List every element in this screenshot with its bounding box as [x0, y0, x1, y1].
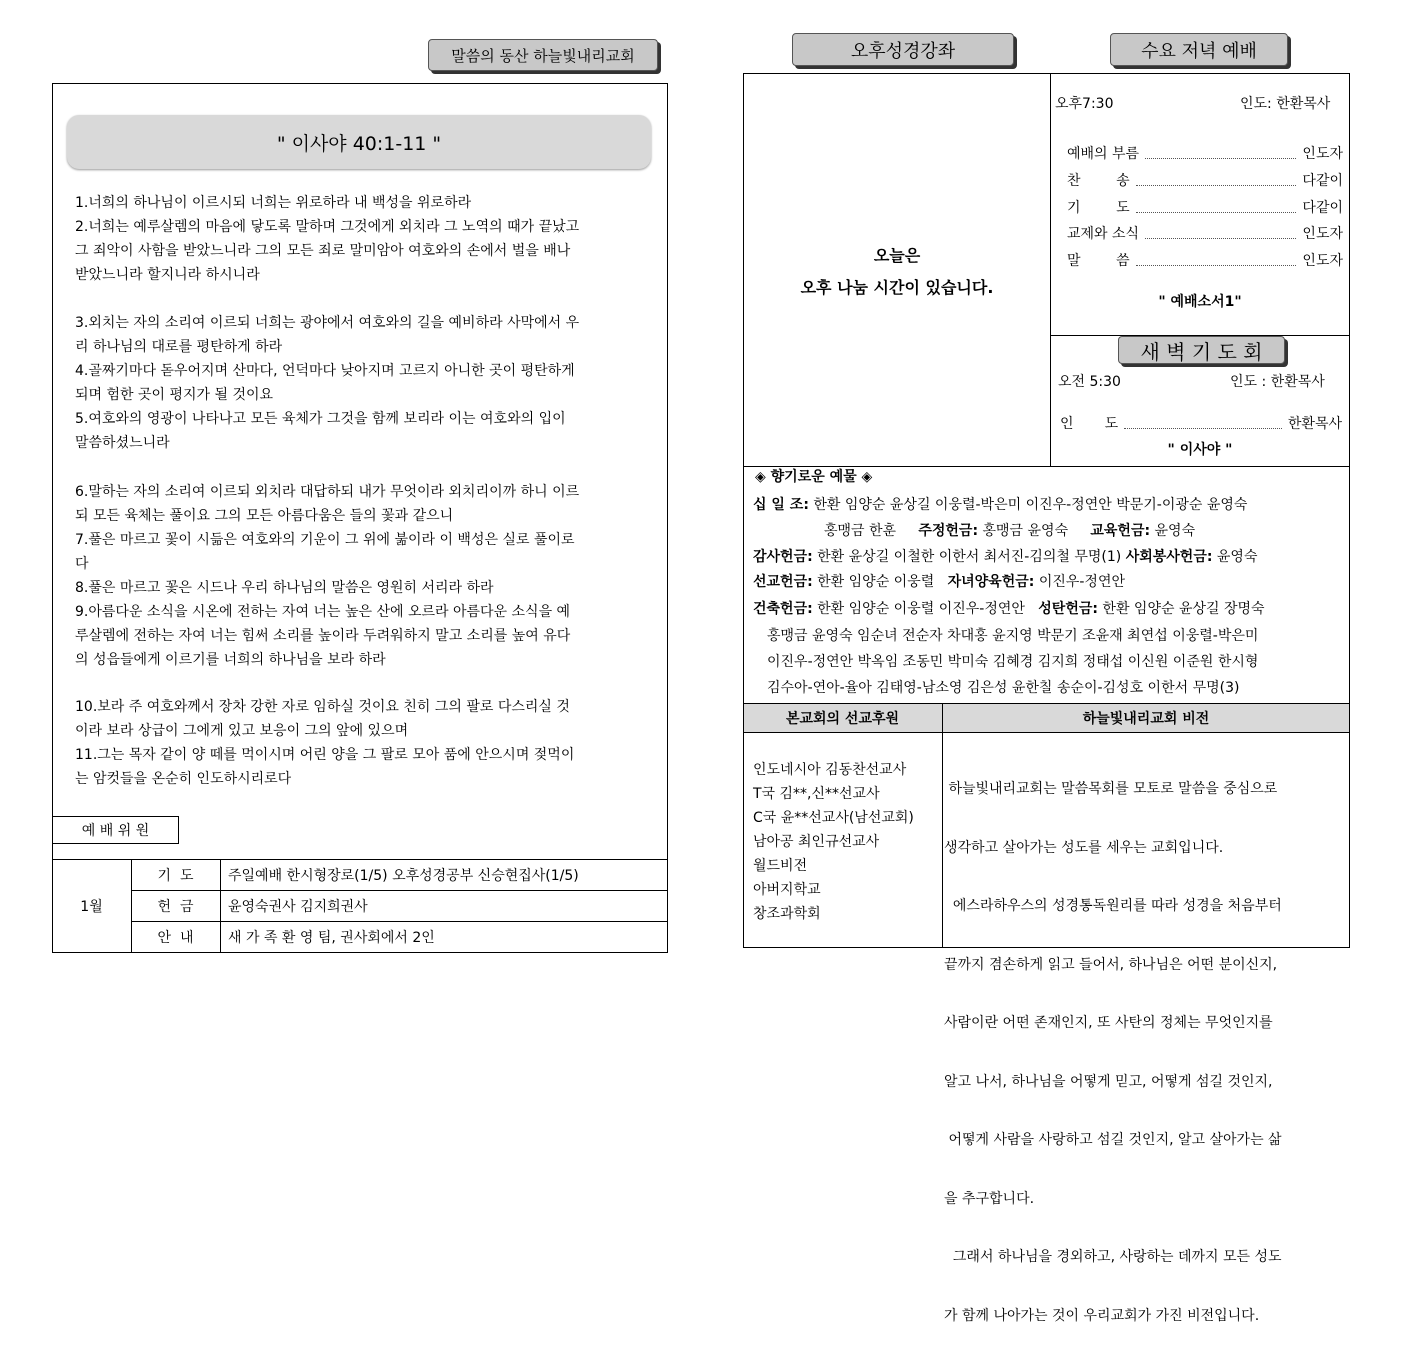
verse-line: 되며 험한 곳이 평지가 될 것이요 — [75, 387, 274, 403]
verse-line: 3.외치는 자의 소리여 이르되 너희는 광야에서 여호와의 길을 예비하라 사막에서 우 — [75, 315, 580, 331]
xmas-names: 한환 임양순 윤상길 장명숙 — [1102, 601, 1265, 617]
weekly-label: 주정헌금: — [918, 523, 979, 539]
wed-order-row — [1067, 197, 1343, 217]
verse-line: 의 성읍들에게 이르기를 너희의 하나님을 보라 하라 — [75, 652, 386, 668]
edu-label: 교육헌금: — [1090, 523, 1151, 539]
dawn-prayer-title: 새 벽 기 도 회 — [1140, 339, 1263, 364]
wed-order-row — [1067, 170, 1343, 190]
verse-line: 루살렘에 전하는 자여 너는 힘써 소리를 높이라 두려워하지 말고 소리를 높여 유다 — [75, 628, 571, 644]
verse-line: 는 암컷들을 온순히 인도하시리로다 — [75, 771, 292, 787]
wed-order-row — [1067, 223, 1343, 243]
verse-line: 10.보라 주 여호와께서 장차 강한 자로 임하실 것이요 친히 그의 팔로 다스리실 것 — [75, 699, 570, 715]
offering-line — [753, 597, 1265, 621]
service-label: 사회봉사헌금: — [1125, 549, 1213, 565]
wednesday-service-title: 수요 저녁 예배 — [1141, 40, 1257, 62]
mission-names: 한환 임양순 이웅렬 — [817, 574, 935, 590]
tithe-names: 한환 임양순 윤상길 이웅렬-박은미 이진우-정연안 박문기-이광순 윤영숙 — [813, 497, 1248, 513]
dawn-prayer-tag — [1118, 336, 1285, 364]
vision-line: 을 추구합니다. — [944, 1190, 1035, 1207]
committee-label-box — [52, 816, 179, 844]
wed-order-item: 기 도 — [1067, 200, 1130, 216]
wed-order-who: 다같이 — [1302, 200, 1343, 216]
vision-line: 가 함께 나아가는 것이 우리교회가 가진 비전입니다. — [944, 1307, 1260, 1324]
verse-line: 그 죄악이 사함을 받았느니라 그의 모든 죄로 말미암아 여호와의 손에서 벌을 배나 — [75, 243, 571, 259]
wed-order-who: 인도자 — [1302, 146, 1343, 162]
wed-order-item: 교제와 소식 — [1067, 226, 1140, 242]
vision-line: 알고 나서, 하나님을 어떻게 믿고, 어떻게 섬길 것인지, — [944, 1073, 1273, 1090]
passage-title-box — [67, 115, 651, 169]
mission-item: 월드비전 — [753, 858, 808, 874]
verse-line: 다 — [75, 556, 89, 572]
verse-line: 8.풀은 마르고 꽃은 시드나 우리 하나님의 말씀은 영원히 서리라 하라 — [75, 580, 494, 596]
afternoon-class-tag — [792, 33, 1014, 66]
tithe-names-2: 홍맹금 한훈 — [824, 523, 897, 539]
verse-line: 5.여호와의 영광이 나타나고 모든 육체가 그것을 함께 보리라 이는 여호와의 입이 — [75, 411, 566, 427]
wed-sermon: " 예배소서1" — [1158, 294, 1242, 310]
verse-line: 11.그는 목자 같이 양 떼를 먹이시며 어린 양을 그 팔로 모아 품에 안으시며 젖먹이 — [75, 747, 575, 763]
vision-header: 하늘빛내리교회 비전 — [1082, 711, 1210, 727]
dawn-text: " 이사야 " — [1167, 442, 1233, 458]
weekly-names: 홍맹금 윤영숙 — [982, 523, 1069, 539]
thanks-names: 한환 윤상길 이철한 이한서 최서진-김의철 무명(1) — [817, 549, 1122, 565]
vision-text — [944, 741, 1282, 1346]
offering-line: 이진우-정연안 박옥임 조동민 박미숙 김혜경 김지희 정태섭 이신원 이준원 한시형 — [767, 654, 1259, 670]
notice-line-2: 오후 나눔 시간이 있습니다. — [800, 278, 994, 297]
notice-line-1: 오늘은 — [873, 246, 921, 265]
duty-role: 헌 금 — [157, 898, 194, 915]
duty-role: 안 내 — [157, 930, 194, 946]
mission-label: 선교헌금: — [753, 574, 813, 590]
wed-leader: 인도: 한환목사 — [1240, 96, 1331, 112]
edu-names: 윤영숙 — [1154, 523, 1196, 539]
offering-line: 김수아-연아-율아 김태영-남소영 김은성 윤한칠 송순이-김성호 이한서 무명(3) — [767, 680, 1240, 696]
mission-item: C국 윤**선교사(남선교회) — [753, 810, 914, 826]
offering-line — [753, 545, 1257, 569]
dawn-order-row — [1060, 413, 1342, 433]
afternoon-notice — [744, 240, 1050, 304]
verse-line: 이라 보라 상급이 그에게 있고 보응이 그의 앞에 있으며 — [75, 723, 409, 739]
wed-order-who: 인도자 — [1302, 253, 1343, 269]
verse-line: 1.너희의 하나님이 이르시되 너희는 위로하라 내 백성을 위로하라 — [75, 195, 472, 211]
committee-label: 예 배 위 원 — [81, 823, 150, 839]
duty-people: 주일예배 한시형장로(1/5) 오후성경공부 신승현집사(1/5) — [228, 867, 579, 884]
wed-order-who: 인도자 — [1302, 226, 1343, 242]
offering-line — [753, 570, 1125, 594]
mission-item: T국 김**,신**선교사 — [753, 786, 880, 802]
dawn-leader: 인도 : 한환목사 — [1230, 374, 1325, 390]
wed-time: 오후7:30 — [1055, 96, 1114, 112]
duty-table — [52, 859, 668, 953]
wed-order-row — [1067, 250, 1343, 270]
dawn-order-who: 한환목사 — [1287, 416, 1342, 432]
xmas-label: 성탄헌금: — [1038, 601, 1098, 617]
service-names: 윤영숙 — [1216, 549, 1258, 565]
wed-order-item: 말 씀 — [1067, 253, 1130, 269]
building-label: 건축헌금: — [753, 601, 813, 617]
verse-line: 4.골짜기마다 돋우어지며 산마다, 언덕마다 낮아지며 고르지 아니한 곳이 평탄하게 — [75, 363, 575, 379]
mission-item: 인도네시아 김동찬선교사 — [753, 762, 907, 778]
verse-line: 말씀하셨느니라 — [75, 435, 170, 451]
offering-line: 홍맹금 윤영숙 임순녀 전순자 차대홍 윤지영 박문기 조윤재 최연섭 이웅렬-박은미 — [767, 628, 1259, 644]
vision-line: 사람이란 어떤 존재인지, 또 사탄의 정체는 무엇인지를 — [944, 1015, 1273, 1031]
church-name-tag — [428, 39, 658, 71]
wednesday-service-tag — [1110, 33, 1288, 66]
verse-line: 7.풀은 마르고 꽃이 시듦은 여호와의 기운이 그 위에 붊이라 이 백성은 실로 풀이로 — [75, 532, 575, 548]
verse-line: 2.너희는 예루살렘의 마음에 닿도록 말하며 그것에게 외치라 그 노역의 때가 끝났고 — [75, 219, 580, 235]
vision-line: 생각하고 살아가는 성도를 세우는 교회입니다. — [944, 839, 1224, 856]
missions-list — [753, 758, 914, 926]
duty-people: 윤영숙권사 김지희권사 — [228, 898, 368, 915]
dawn-time: 오전 5:30 — [1058, 374, 1121, 390]
building-names: 한환 임양순 이웅렬 이진우-정연안 — [817, 601, 1025, 617]
vision-line: 어떻게 사람을 사랑하고 섬길 것인지, 알고 살아가는 삶 — [944, 1132, 1282, 1148]
tithe-label: 십 일 조: — [753, 497, 809, 513]
afternoon-class-title: 오후성경강좌 — [850, 40, 956, 62]
missions-header: 본교회의 선교후원 — [785, 711, 900, 727]
wed-order-item: 찬 송 — [1067, 173, 1130, 189]
verse-line: 되 모든 육체는 풀이요 그의 모든 아름다움은 들의 꽃과 같으니 — [75, 508, 454, 524]
vision-line: 그래서 하나님을 경외하고, 사랑하는 데까지 모든 성도 — [944, 1249, 1282, 1265]
duty-role: 기 도 — [157, 867, 194, 884]
offering-line — [753, 493, 1247, 517]
duty-people: 새 가 족 환 영 팀, 권사회에서 2인 — [228, 930, 435, 946]
wed-order-item: 예배의 부름 — [1067, 146, 1140, 162]
child-label: 자녀양육헌금: — [947, 574, 1035, 590]
offering-title: ◈ 향기로운 예물 ◈ — [755, 469, 873, 485]
wed-order-row — [1067, 143, 1343, 163]
vision-line: 에스라하우스의 성경통독원리를 따라 성경을 처음부터 — [944, 898, 1282, 914]
vision-line: 끝까지 겸손하게 읽고 들어서, 하나님은 어떤 분이신지, — [944, 956, 1278, 973]
verse-line: 리 하나님의 대로를 평탄하게 하라 — [75, 339, 283, 355]
duty-month: 1월 — [80, 899, 103, 915]
verse-line: 9.아름다운 소식을 시온에 전하는 자여 너는 높은 산에 오르라 아름다운 소식을 예 — [75, 604, 571, 620]
verse-line: 6.말하는 자의 소리여 이르되 외치라 대답하되 내가 무엇이라 외치리이까 하니 이르 — [75, 484, 580, 500]
church-name: 말씀의 동산 하늘빛내리교회 — [451, 46, 635, 65]
verse-line: 받았느니라 할지니라 하시니라 — [75, 267, 260, 283]
dawn-order-item: 인 도 — [1060, 416, 1119, 432]
passage-title: " 이사야 40:1-11 " — [276, 132, 442, 155]
vision-line: 하늘빛내리교회는 말씀목회를 모토로 말씀을 중심으로 — [944, 781, 1278, 797]
offering-line — [824, 519, 1195, 543]
child-names: 이진우-정연안 — [1038, 574, 1126, 590]
mission-item: 아버지학교 — [753, 882, 821, 898]
mission-item: 창조과학회 — [753, 906, 821, 922]
mission-item: 남아공 최인규선교사 — [753, 834, 880, 850]
thanks-label: 감사헌금: — [753, 549, 813, 565]
wed-order-who: 다같이 — [1302, 173, 1343, 189]
